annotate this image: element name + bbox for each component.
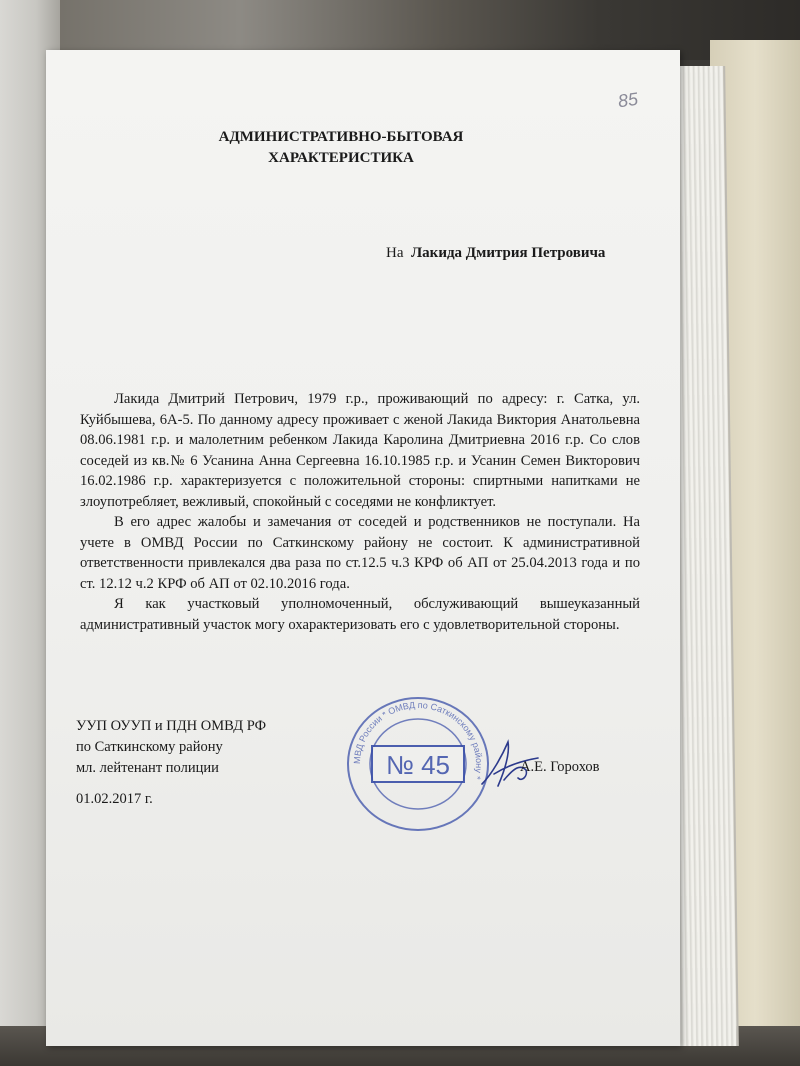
handwritten-page-number: 85 [616, 88, 640, 112]
body-paragraph-1: Лакида Дмитрий Петрович, 1979 г.р., проживающий по адресу: г. Сатка, ул. Куйбышева, 6А-5. По данному адресу проживает с женой Лакида Виктория Анатольевна 08.06.1981 г.р. и малолетним ребенком Лакида Каролина Дмитриевна 2016 г.р. Со слов соседей из кв.№ 6 Усанина Анна Сергеевна 16.10.1985 г.р. и Усанин Семен Викторович 16.02.1986 г.р. характеризуется с положительной стороны: спиртными напитками не злоупотребляет, вежливый, спокойный с соседями не конфликтует. [80, 391, 640, 510]
document-date: 01.02.2017 г. [76, 791, 153, 807]
signer-position-line-1: УУП ОУУП и ПДН ОМВД РФ [76, 718, 267, 734]
police-stamp [342, 694, 494, 834]
stamp-ring-text: МВД России * ОМВД по Саткинскому району * [351, 699, 485, 781]
body-paragraph-3: Я как участковый уполномоченный, обслуживающий вышеуказанный административный участок могу охарактеризовать его с удовлетворительной стороны. [80, 596, 640, 633]
signer-name: А.Е. Горохов [520, 759, 600, 775]
stamp-number: № 45 [385, 750, 451, 780]
title-line-2: ХАРАКТЕРИСТИКА [268, 150, 414, 166]
signer-position-line-3: мл. лейтенант полиции [76, 760, 219, 776]
document-title [156, 127, 526, 169]
signature-block [76, 716, 266, 779]
subject-line [386, 245, 605, 262]
title-line-1: АДМИНИСТРАТИВНО-БЫТОВАЯ [218, 129, 464, 145]
document-page [46, 50, 680, 1046]
subject-name: Лакида Дмитрия Петровича [411, 245, 606, 261]
signer-position-line-2: по Саткинскому району [76, 739, 223, 755]
document-body [80, 389, 640, 635]
body-paragraph-2: В его адрес жалобы и замечания от соседей и родственников не поступали. На учете в ОМВД России по Саткинскому району не состоит. К административной ответственности привлекался два раза по ст.12.5 ч.3 КРФ об АП от 25.04.2013 года и по ст. 12.12 ч.2 КРФ об АП от 02.10.2016 года. [80, 514, 640, 592]
subject-prefix: На [386, 245, 404, 261]
